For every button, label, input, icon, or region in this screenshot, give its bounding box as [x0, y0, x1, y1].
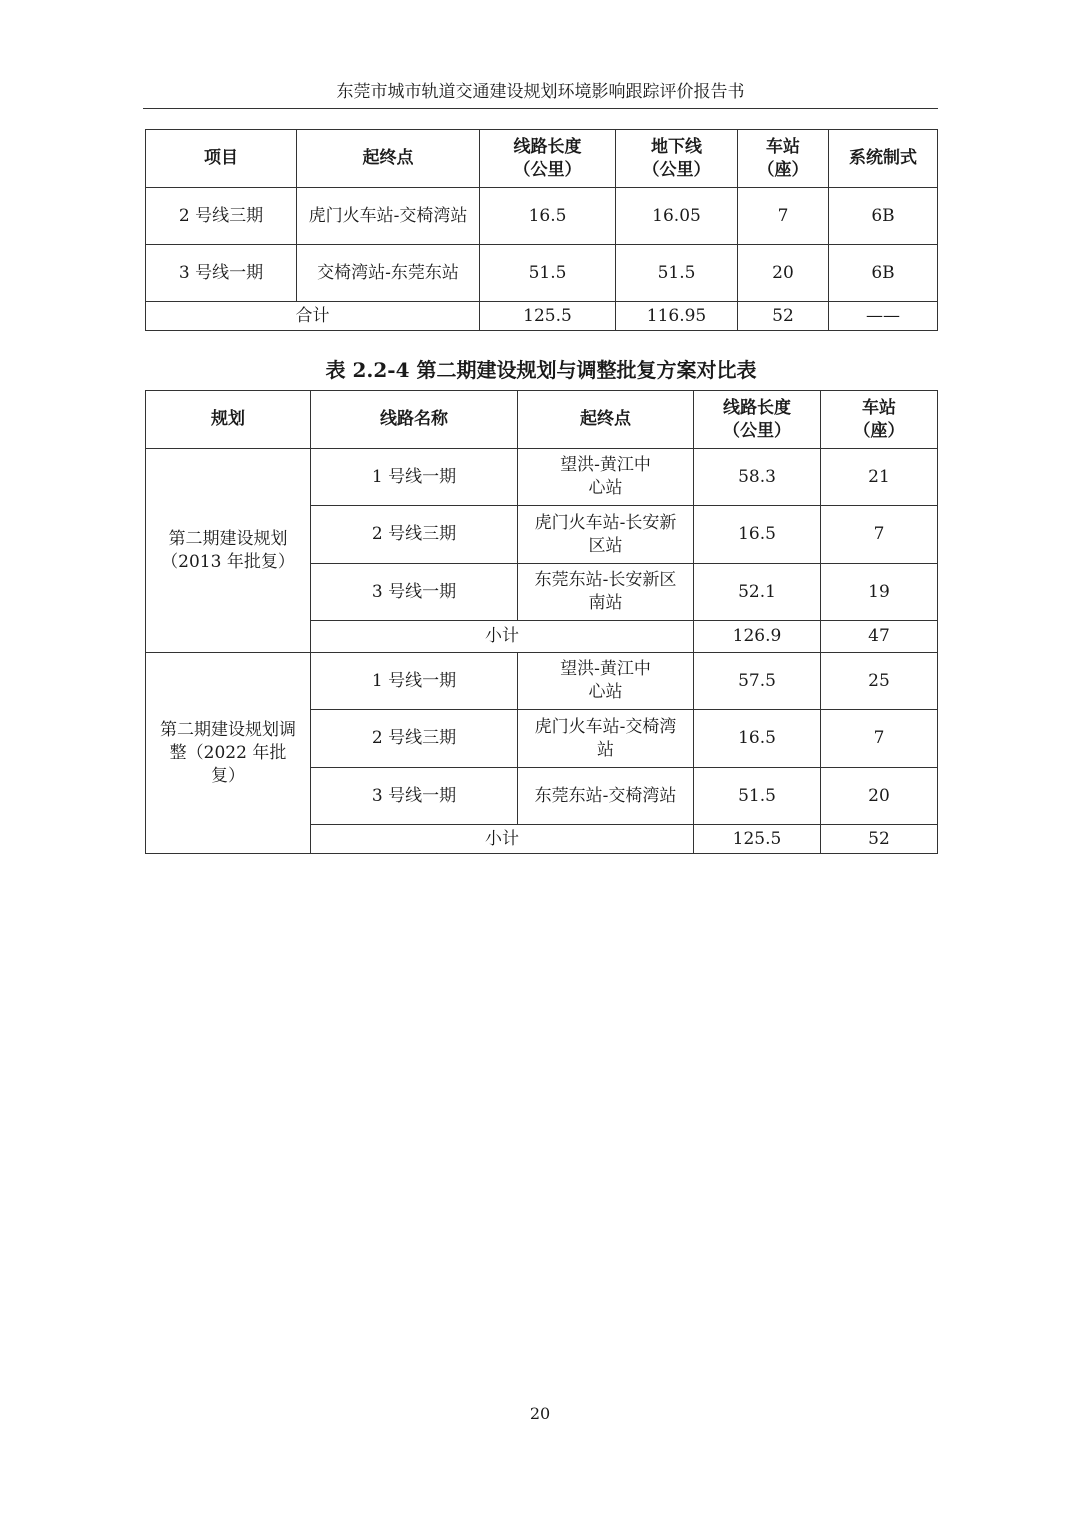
cell-line-name: 3 号线一期 [311, 564, 518, 621]
total-row [146, 302, 938, 331]
endpoints-line2: 站 [597, 739, 614, 760]
plan-line2: （2013 年批复） [161, 551, 295, 572]
total-label: 合计 [146, 302, 480, 331]
header-length-line1: 线路长度 [723, 397, 791, 418]
plan-cell [146, 449, 311, 653]
header-stations [738, 130, 829, 188]
endpoints-line2: 区站 [588, 535, 623, 556]
endpoints-line2: 南站 [588, 593, 623, 613]
header-stations [821, 391, 938, 449]
cell-underground: 16.05 [616, 188, 738, 245]
table-row [146, 653, 938, 710]
total-stations: 52 [738, 302, 829, 331]
subtotal-stations: 52 [821, 825, 938, 854]
header-plan: 规划 [146, 391, 311, 449]
header-underground-line2: （公里） [642, 159, 711, 180]
plan-line3: 复） [211, 765, 245, 786]
endpoints-line2: 心站 [588, 478, 623, 498]
endpoints-line1: 虎门火车站-交椅湾 [534, 716, 677, 737]
running-header: 东莞市城市轨道交通建设规划环境影响跟踪评价报告书 [336, 82, 745, 102]
cell-endpoints [518, 449, 694, 506]
cell-line-name: 2 号线三期 [311, 506, 518, 564]
table-row [146, 449, 938, 506]
header-length-line2: （公里） [513, 159, 582, 180]
endpoints-line2: 心站 [588, 682, 623, 702]
cell-endpoints: 虎门火车站-交椅湾站 [297, 188, 480, 245]
header-endpoints: 起终点 [518, 391, 694, 449]
header-underground-line1: 地下线 [651, 136, 702, 157]
plan-line1: 第二期建设规划调 [160, 719, 296, 740]
subtotal-length: 126.9 [694, 621, 821, 653]
header-length [480, 130, 616, 188]
cell-endpoints [518, 506, 694, 564]
cell-underground: 51.5 [616, 245, 738, 302]
cell-project: 2 号线三期 [146, 188, 297, 245]
table-caption: 表 2.2-4 第二期建设规划与调整批复方案对比表 [325, 358, 757, 382]
cell-length: 51.5 [480, 245, 616, 302]
plan-cell [146, 653, 311, 854]
cell-line-name: 1 号线一期 [311, 449, 518, 506]
line-summary-table [145, 129, 938, 331]
header-length-line1: 线路长度 [513, 136, 582, 157]
table-row [146, 245, 938, 302]
header-underground [616, 130, 738, 188]
cell-stations: 20 [738, 245, 829, 302]
header-system: 系统制式 [829, 130, 938, 188]
cell-length: 58.3 [694, 449, 821, 506]
table-header-row [146, 130, 938, 188]
plan-line1: 第二期建设规划 [168, 528, 288, 549]
endpoints-line1: 望洪-黄江中 [560, 659, 651, 679]
cell-length: 16.5 [694, 710, 821, 768]
cell-length: 16.5 [694, 506, 821, 564]
cell-project: 3 号线一期 [146, 245, 297, 302]
cell-system: 6B [829, 188, 938, 245]
header-rule [143, 108, 938, 109]
plan-comparison-table [145, 390, 938, 854]
table-row [146, 188, 938, 245]
header-endpoints: 起终点 [297, 130, 480, 188]
cell-endpoints [518, 564, 694, 621]
cell-endpoints [518, 653, 694, 710]
total-system: —— [829, 302, 938, 331]
header-stations-line1: 车站 [862, 397, 896, 418]
cell-length: 16.5 [480, 188, 616, 245]
cell-stations: 19 [821, 564, 938, 621]
cell-endpoints: 东莞东站-交椅湾站 [518, 768, 694, 825]
header-stations-line2: （座） [853, 420, 905, 441]
page-number: 20 [529, 1404, 551, 1423]
header-length [694, 391, 821, 449]
cell-stations: 7 [738, 188, 829, 245]
cell-stations: 7 [821, 506, 938, 564]
cell-stations: 21 [821, 449, 938, 506]
cell-line-name: 3 号线一期 [311, 768, 518, 825]
header-project: 项目 [146, 130, 297, 188]
cell-length: 52.1 [694, 564, 821, 621]
cell-length: 57.5 [694, 653, 821, 710]
cell-stations: 20 [821, 768, 938, 825]
endpoints-line1: 望洪-黄江中 [560, 455, 651, 475]
total-length: 125.5 [480, 302, 616, 331]
table-header-row [146, 391, 938, 449]
header-line-name: 线路名称 [311, 391, 518, 449]
total-underground: 116.95 [616, 302, 738, 331]
header-length-line2: （公里） [723, 420, 791, 441]
subtotal-label: 小计 [311, 621, 694, 653]
plan-line2: 整（2022 年批 [169, 742, 287, 763]
subtotal-label: 小计 [311, 825, 694, 854]
header-stations-line1: 车站 [766, 136, 800, 157]
cell-endpoints [518, 710, 694, 768]
cell-system: 6B [829, 245, 938, 302]
subtotal-length: 125.5 [694, 825, 821, 854]
cell-stations: 7 [821, 710, 938, 768]
cell-line-name: 2 号线三期 [311, 710, 518, 768]
cell-stations: 25 [821, 653, 938, 710]
cell-line-name: 1 号线一期 [311, 653, 518, 710]
endpoints-line1: 东莞东站-长安新区 [534, 570, 677, 590]
cell-endpoints: 交椅湾站-东莞东站 [297, 245, 480, 302]
cell-length: 51.5 [694, 768, 821, 825]
endpoints-line1: 虎门火车站-长安新 [534, 512, 677, 533]
header-stations-line2: （座） [757, 159, 809, 180]
subtotal-stations: 47 [821, 621, 938, 653]
